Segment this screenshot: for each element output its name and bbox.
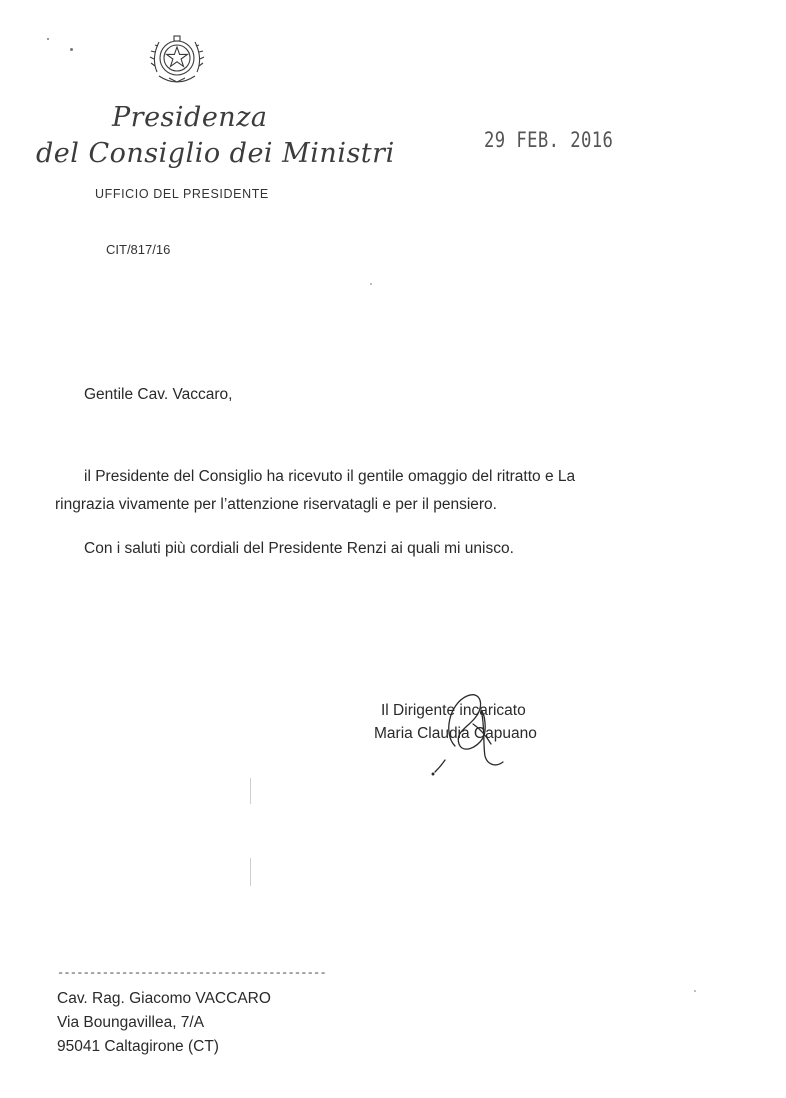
italian-republic-emblem-icon [145,28,209,92]
scan-speck [47,38,49,40]
paragraph-1-line-2: ringrazia vivamente per l’attenzione riservatagli e per il pensiero. [55,496,497,513]
office-name: UFFICIO DEL PRESIDENTE [95,187,269,201]
date-stamp: 29 FEB. 2016 [484,128,614,152]
recipient-city: 95041 Caltagirone (CT) [57,1038,219,1055]
scan-speck [70,48,73,51]
handwritten-signature-icon [425,684,535,784]
letterhead-presidenza: Presidenza [112,102,268,133]
signatory-role: Il Dirigente incaricato [381,702,526,719]
letterhead-consiglio: del Consiglio dei Ministri [36,138,395,169]
scan-mark [250,778,251,804]
paragraph-1-line-1: il Presidente del Consiglio ha ricevuto il gentile omaggio del ritratto e La [84,468,576,485]
recipient-name: Cav. Rag. Giacomo VACCARO [57,990,271,1007]
scan-speck [370,283,372,285]
protocol-number: CIT/817/16 [106,242,171,257]
recipient-street: Via Boungavillea, 7/A [57,1014,205,1031]
paragraph-2: Con i saluti più cordiali del Presidente Renzi ai quali mi unisco. [84,540,514,557]
salutation: Gentile Cav. Vaccaro, [84,386,233,403]
signatory-name: Maria Claudia Capuano [374,725,537,742]
scan-mark [250,858,251,886]
recipient-separator: ------------------------------------------ [57,966,326,980]
scan-speck [694,990,696,992]
